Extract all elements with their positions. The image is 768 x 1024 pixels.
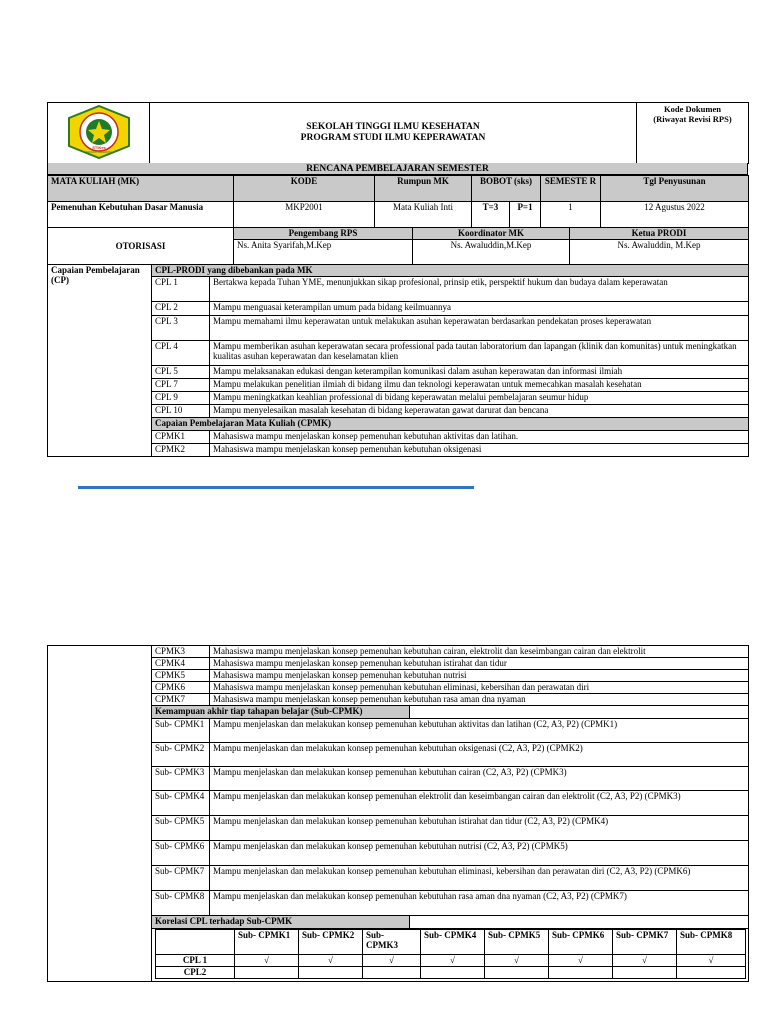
cpmk-code: CPMK4 (152, 658, 210, 670)
cpmk-code: CPMK5 (152, 670, 210, 682)
korelasi-check: √ (677, 955, 746, 967)
cpl-text: Mampu menguasai keterampilan umum pada bidang keilmuannya (210, 302, 749, 316)
koordinator-header: Koordinator MK (413, 228, 570, 240)
page-separator-line (78, 486, 474, 489)
korelasi-col-header: Sub- CPMK1 (235, 930, 299, 955)
subcpmk-header: Kemampuan akhir tiap tahapan belajar (Sub-CPMK) (152, 706, 410, 718)
rps-title: RENCANA PEMBELAJARAN SEMESTER (47, 163, 748, 175)
cpl-text: Mampu menyelesaikan masalah kesehatan di bidang keperawatan gawat darurat dan bencana (210, 405, 749, 418)
mk-header: MATA KULIAH (MK) (48, 176, 234, 202)
korelasi-check: √ (299, 955, 363, 967)
cpmk-header: Capaian Pembelajaran Mata Kuliah (CPMK) (152, 418, 749, 431)
korelasi-col-header: Sub- CPMK8 (677, 930, 746, 955)
korelasi-check: √ (421, 955, 485, 967)
korelasi-col-header: Sub- CPMK6 (549, 930, 613, 955)
korelasi-check (235, 967, 299, 979)
cpl-code: CPL 1 (152, 277, 210, 302)
subcpmk-code: Sub- CPMK7 (152, 866, 210, 891)
subcpmk-text: Mampu menjelaskan dan melakukan konsep pemenuhan kebutuhan rasa aman dna nyaman (C2, A3, P2) (CPMK7) (210, 891, 749, 916)
subcpmk-code: Sub- CPMK2 (152, 743, 210, 767)
cpmk-text: Mahasiswa mampu menjelaskan konsep pemenuhan kebutuhan oksigenasi (210, 444, 749, 457)
otorisasi-table (47, 227, 749, 265)
cpl-code: CPL 5 (152, 366, 210, 379)
ketua-value: Ns. Awaluddin, M.Kep (570, 240, 749, 265)
tgl-value: 12 Agustus 2022 (601, 202, 749, 228)
subcpmk-code: Sub- CPMK4 (152, 791, 210, 816)
korelasi-check (421, 967, 485, 979)
semester-header: SEMESTE R (541, 176, 601, 202)
subcpmk-code: Sub- CPMK3 (152, 767, 210, 791)
cpl-text: Mampu melakukan penelitian ilmiah di bidang ilmu dan teknologi keperawatan untuk memecahkan masalah kesehatan (210, 379, 749, 392)
logo-cell (48, 103, 150, 164)
kode-header: KODE (234, 176, 375, 202)
cpl-text: Mampu meningkatkan keahlian professional di bidang keperawatan melalui pembelajaran seumur hidup (210, 392, 749, 405)
doc-code-label: Kode Dokumen (664, 104, 721, 114)
cpl-code: CPL 9 (152, 392, 210, 405)
korelasi-check: √ (549, 955, 613, 967)
cpl-code: CPL 10 (152, 405, 210, 418)
korelasi-cell (152, 929, 749, 982)
korelasi-corner (156, 930, 235, 955)
cpl-code: CPL 7 (152, 379, 210, 392)
cpl-text: Mampu memahami ilmu keperawatan untuk melakukan asuhan keperawatan berdasarkan pendekatan proses keperawatan (210, 316, 749, 341)
institution-name: SEKOLAH TINGGI ILMU KESEHATAN (306, 122, 480, 133)
institution-cell (150, 103, 637, 164)
tgl-header: Tgl Penyusunan (601, 176, 749, 202)
korelasi-check (299, 967, 363, 979)
kode-value: MKP2001 (234, 202, 375, 228)
cpl-code: CPL 2 (152, 302, 210, 316)
header-table (47, 102, 749, 164)
korelasi-row-label: CPL 1 (156, 955, 235, 967)
korelasi-col-header: Sub- CPMK4 (421, 930, 485, 955)
korelasi-check: √ (363, 955, 421, 967)
pengembang-value: Ns. Anita Syarifah,M.Kep (234, 240, 413, 265)
page2-table (47, 645, 749, 982)
subcpmk-text: Mampu menjelaskan dan melakukan konsep pemenuhan kebutuhan cairan (C2, A3, P2) (CPMK3) (210, 767, 749, 791)
bobot-header: BOBOT (sks) (472, 176, 541, 202)
subcpmk-text: Mampu menjelaskan dan melakukan konsep pemenuhan kebutuhan eliminasi, kebersihan dan perawatan diri (C2, A3, P2) (CPMK6) (210, 866, 749, 891)
korelasi-row-label: CPL2 (156, 967, 235, 979)
subcpmk-code: Sub- CPMK1 (152, 719, 210, 743)
subcpmk-code: Sub- CPMK6 (152, 841, 210, 866)
cpmk-code: CPMK7 (152, 694, 210, 706)
korelasi-col-header: Sub- CPMK5 (485, 930, 549, 955)
cpl-code: CPL 3 (152, 316, 210, 341)
korelasi-check (363, 967, 421, 979)
korelasi-check: √ (613, 955, 677, 967)
subcpmk-code: Sub- CPMK5 (152, 816, 210, 841)
logo-name: STIKes (91, 144, 106, 150)
cpmk-text: Mahasiswa mampu menjelaskan konsep pemenuhan kebutuhan eliminasi, kebersihan dan perawatan diri (210, 682, 749, 694)
cpl-code: CPL 4 (152, 341, 210, 366)
cpmk-text: Mahasiswa mampu menjelaskan konsep pemenuhan kebutuhan cairan, elektrolit dan keseimbangan cairan dan elektrolit (210, 646, 749, 658)
institution-logo (66, 105, 132, 159)
program-name: PROGRAM STUDI ILMU KEPERAWATAN (300, 133, 486, 143)
bobot-p-value: P=1 (510, 202, 541, 228)
cpmk-text: Mahasiswa mampu menjelaskan konsep pemenuhan kebutuhan nutrisi (210, 670, 749, 682)
cpl-text: Bertakwa kepada Tuhan YME, menunjukkan sikap profesional, prinsip etik, perspektif hukum dan budaya dalam keperawatan (210, 277, 749, 302)
cpl-header: CPL-PRODI yang dibebankan pada MK (152, 265, 749, 277)
korelasi-check (549, 967, 613, 979)
cp-table (47, 264, 749, 457)
cpmk-code: CPMK2 (152, 444, 210, 457)
doc-code-cell (637, 103, 749, 164)
korelasi-header-cell (152, 916, 749, 929)
korelasi-col-header: Sub- CPMK3 (363, 930, 421, 955)
subcpmk-text: Mampu menjelaskan dan melakukan konsep pemenuhan elektrolit dan keseimbangan cairan dan elektrolit (C2, A3, P2) (CPMK3) (210, 791, 749, 816)
cp-label: Capaian Pembelajaran (CP) (48, 265, 152, 457)
course-info-table (47, 175, 749, 228)
cpmk-text: Mahasiswa mampu menjelaskan konsep pemenuhan kebutuhan rasa aman dna nyaman (210, 694, 749, 706)
semester-value: 1 (541, 202, 601, 228)
subcpmk-header-cell (152, 706, 749, 719)
bobot-t-value: T=3 (472, 202, 510, 228)
cpmk-code: CPMK3 (152, 646, 210, 658)
page2-left-column (48, 646, 152, 982)
korelasi-check: √ (235, 955, 299, 967)
subcpmk-code: Sub- CPMK8 (152, 891, 210, 916)
subcpmk-text: Mampu menjelaskan dan melakukan konsep pemenuhan kebutuhan aktivitas dan latihan (C2, A3, P2) (CPMK1) (210, 719, 749, 743)
subcpmk-text: Mampu menjelaskan dan melakukan konsep pemenuhan kebutuhan oksigenasi (C2, A3, P2) (CPMK2) (210, 743, 749, 767)
korelasi-check (677, 967, 746, 979)
korelasi-header: Korelasi CPL terhadap Sub-CPMK (152, 916, 410, 928)
korelasi-check (485, 967, 549, 979)
doc-code-value: (Riwayat Revisi RPS) (653, 113, 732, 124)
korelasi-col-header: Sub- CPMK2 (299, 930, 363, 955)
pengembang-header: Pengembang RPS (234, 228, 413, 240)
cpl-text: Mampu memberikan asuhan keperawatan secara professional pada tautan laboratorium dan lapangan (klinik dan komunitas) untuk meningkatkan kualitas asuhan keperawatan dan keselamatan klien (210, 341, 749, 366)
korelasi-table (155, 929, 746, 979)
cpmk-code: CPMK1 (152, 431, 210, 444)
otorisasi-label: OTORISASI (48, 228, 234, 265)
cpmk-text: Mahasiswa mampu menjelaskan konsep pemenuhan kebutuhan aktivitas dan latihan. (210, 431, 749, 444)
subcpmk-text: Mampu menjelaskan dan melakukan konsep pemenuhan kebutuhan nutrisi (C2, A3, P2) (CPMK5) (210, 841, 749, 866)
subcpmk-text: Mampu menjelaskan dan melakukan konsep pemenuhan kebutuhan istirahat dan tidur (C2, A3, P2) (CPMK4) (210, 816, 749, 841)
cpmk-text: Mahasiswa mampu menjelaskan konsep pemenuhan kebutuhan istirahat dan tidur (210, 658, 749, 670)
korelasi-check (613, 967, 677, 979)
rumpun-header: Rumpun MK (375, 176, 472, 202)
rumpun-value: Mata Kuliah Inti (375, 202, 472, 228)
mk-value: Pemenuhan Kebutuhan Dasar Manusia (48, 202, 234, 228)
koordinator-value: Ns. Awaluddin,M.Kep (413, 240, 570, 265)
korelasi-col-header: Sub- CPMK7 (613, 930, 677, 955)
logo-sub: TENGKU MAHARATU (85, 150, 112, 154)
ketua-header: Ketua PRODI (570, 228, 749, 240)
cpmk-code: CPMK6 (152, 682, 210, 694)
korelasi-check: √ (485, 955, 549, 967)
cpl-text: Mampu melaksanakan edukasi dengan keterampilan komunikasi dalam asuhan keperawatan dan informasi ilmiah (210, 366, 749, 379)
